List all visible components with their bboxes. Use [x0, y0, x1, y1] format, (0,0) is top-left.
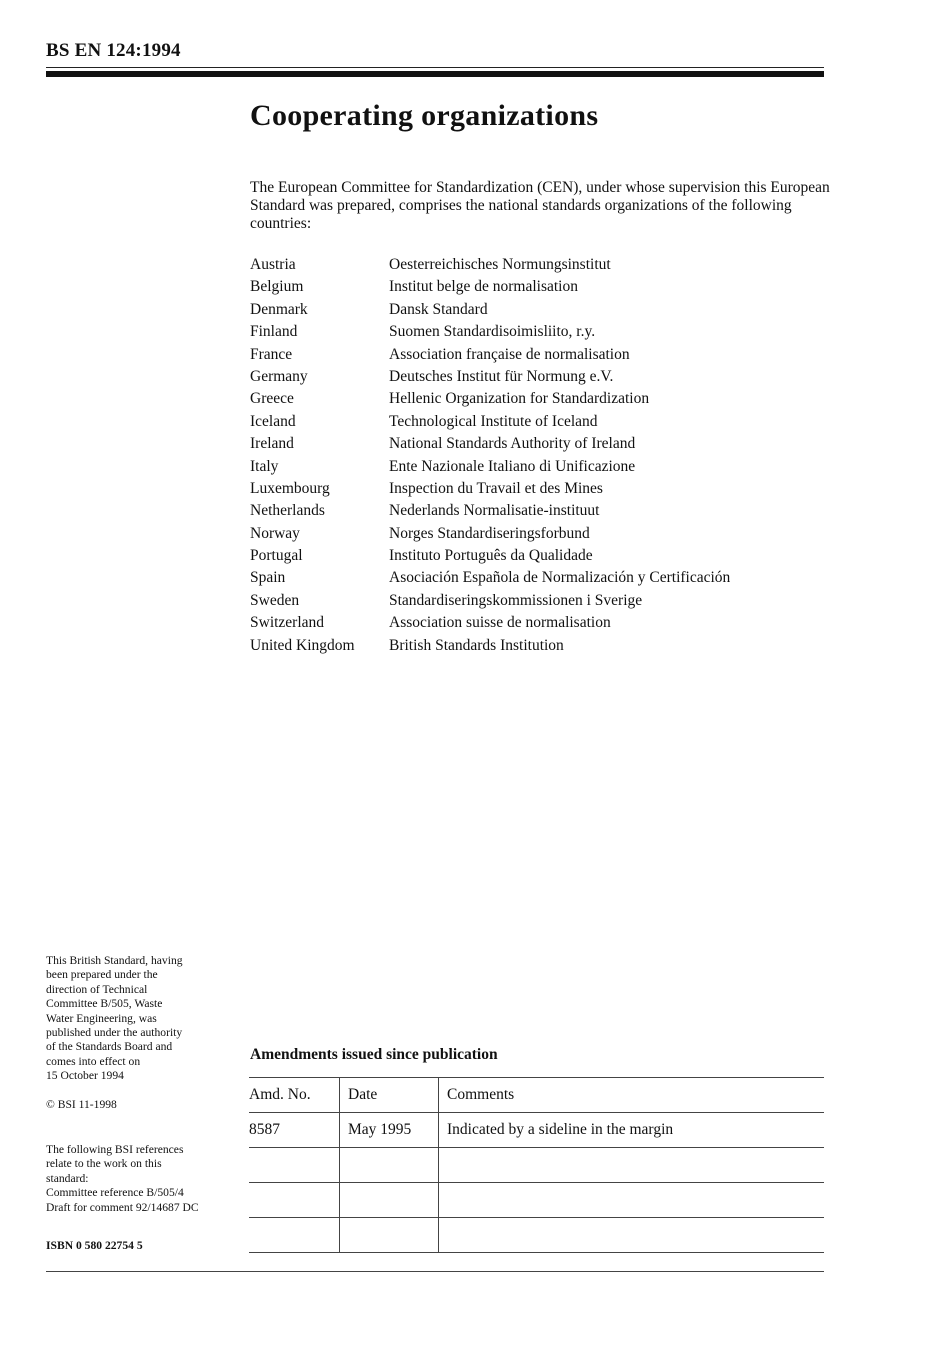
note-line: This British Standard, having	[46, 954, 183, 967]
organization-row	[250, 457, 730, 479]
header-amd-no: Amd. No.	[249, 1078, 340, 1113]
organization-name: Norges Standardiseringsforbund	[389, 524, 590, 542]
header-comments: Comments	[439, 1078, 825, 1113]
note-line: Water Engineering, was	[46, 1011, 157, 1025]
amendment-row	[249, 1183, 824, 1218]
publication-note	[46, 954, 236, 1084]
reference-line: relate to the work on this	[46, 1157, 162, 1171]
header-rule-thin	[46, 67, 824, 68]
amendment-date	[340, 1183, 439, 1218]
note-line: published under the authority	[46, 1026, 183, 1040]
country-name: Switzerland	[250, 614, 325, 632]
organization-row	[250, 255, 730, 277]
organization-row	[250, 434, 730, 456]
note-line: of the Standards Board and	[46, 1040, 173, 1054]
amendment-number	[249, 1183, 340, 1218]
organization-name: Standardiseringskommissionen i Sverige	[389, 591, 643, 609]
organization-row	[250, 591, 730, 613]
organization-row	[250, 389, 730, 411]
amendment-number: 8587	[249, 1113, 340, 1148]
reference-line: Draft for comment 92/14687 DC	[46, 1200, 199, 1214]
amendments-title: Amendments issued since publication	[250, 1046, 498, 1063]
country-name: France	[250, 345, 293, 363]
note-line: been prepared under the	[46, 968, 158, 982]
bsi-references-note	[46, 1143, 236, 1215]
organization-row	[250, 636, 730, 658]
organization-row	[250, 546, 730, 568]
organization-name: Oesterreichisches Normungsinstitut	[389, 256, 611, 273]
amendment-date	[340, 1148, 439, 1183]
organization-name: British Standards Institution	[389, 636, 564, 654]
amendment-row	[249, 1148, 824, 1183]
organization-name: National Standards Authority of Ireland	[389, 435, 636, 453]
reference-line: Committee reference B/505/4	[46, 1186, 184, 1200]
amendment-row	[249, 1218, 824, 1253]
country-name: Ireland	[250, 435, 294, 453]
note-line: Committee B/505, Waste	[46, 997, 163, 1011]
footer-rule	[46, 1271, 824, 1272]
isbn: ISBN 0 580 22754 5	[46, 1239, 143, 1252]
reference-line: standard:	[46, 1171, 89, 1185]
intro-paragraph: The European Committee for Standardization (CEN), under whose supervision this European Standard was prepared, comprises the national standards organizations of the following countries:	[250, 179, 830, 232]
organization-name: Suomen Standardisoimisliito, r.y.	[389, 323, 596, 341]
amendment-row	[249, 1113, 824, 1148]
note-line: direction of Technical	[46, 982, 148, 996]
amendment-number	[249, 1218, 340, 1253]
note-line: 15 October 1994	[46, 1069, 124, 1083]
country-name: Luxembourg	[250, 479, 330, 497]
country-name: Portugal	[250, 547, 303, 565]
amendment-comment: Indicated by a sideline in the margin	[439, 1113, 825, 1148]
amendments-header-row	[249, 1078, 824, 1113]
country-name: Austria	[250, 256, 296, 273]
organization-name: Association française de normalisation	[389, 345, 630, 363]
organization-row	[250, 300, 730, 322]
country-name: Germany	[250, 367, 308, 385]
country-name: Spain	[250, 569, 286, 587]
amendment-number	[249, 1148, 340, 1183]
organization-name: Deutsches Institut für Normung e.V.	[389, 367, 614, 385]
header-rule-thick	[46, 71, 824, 77]
country-name: Sweden	[250, 591, 300, 609]
amendment-comment	[439, 1183, 825, 1218]
country-name: Netherlands	[250, 502, 325, 520]
country-name: Greece	[250, 390, 294, 408]
note-line: comes into effect on	[46, 1054, 141, 1068]
document-code: BS EN 124:1994	[46, 40, 181, 61]
organization-name: Dansk Standard	[389, 300, 488, 318]
amendments-table	[249, 1077, 824, 1253]
organization-row	[250, 524, 730, 546]
organization-name: Technological Institute of Iceland	[389, 412, 598, 430]
country-name: Iceland	[250, 412, 296, 430]
country-name: Norway	[250, 524, 300, 542]
organization-row	[250, 568, 730, 590]
organizations-list	[250, 255, 730, 658]
amendment-date: May 1995	[340, 1113, 439, 1148]
organization-row	[250, 367, 730, 389]
header-date: Date	[340, 1078, 439, 1113]
amendment-date	[340, 1218, 439, 1253]
organization-row	[250, 479, 730, 501]
copyright-note: © BSI 11-1998	[46, 1098, 117, 1111]
country-name: Finland	[250, 323, 298, 341]
organization-name: Instituto Português da Qualidade	[389, 547, 593, 565]
organization-name: Inspection du Travail et des Mines	[389, 479, 603, 497]
country-name: United Kingdom	[250, 636, 355, 654]
organization-row	[250, 501, 730, 523]
organization-row	[250, 613, 730, 635]
amendment-comment	[439, 1218, 825, 1253]
organization-row	[250, 277, 730, 299]
reference-line: The following BSI references	[46, 1143, 184, 1156]
organization-name: Ente Nazionale Italiano di Unificazione	[389, 457, 636, 475]
country-name: Denmark	[250, 300, 308, 318]
organization-row	[250, 412, 730, 434]
country-name: Belgium	[250, 278, 304, 296]
organization-name: Institut belge de normalisation	[389, 278, 578, 296]
organization-name: Nederlands Normalisatie-instituut	[389, 502, 600, 520]
country-name: Italy	[250, 457, 279, 475]
organization-row	[250, 345, 730, 367]
amendment-comment	[439, 1148, 825, 1183]
organization-name: Association suisse de normalisation	[389, 614, 611, 632]
page-title: Cooperating organizations	[250, 99, 599, 132]
organization-row	[250, 322, 730, 344]
organization-name: Hellenic Organization for Standardization	[389, 390, 650, 408]
organization-name: Asociación Española de Normalización y Certificación	[389, 569, 731, 587]
